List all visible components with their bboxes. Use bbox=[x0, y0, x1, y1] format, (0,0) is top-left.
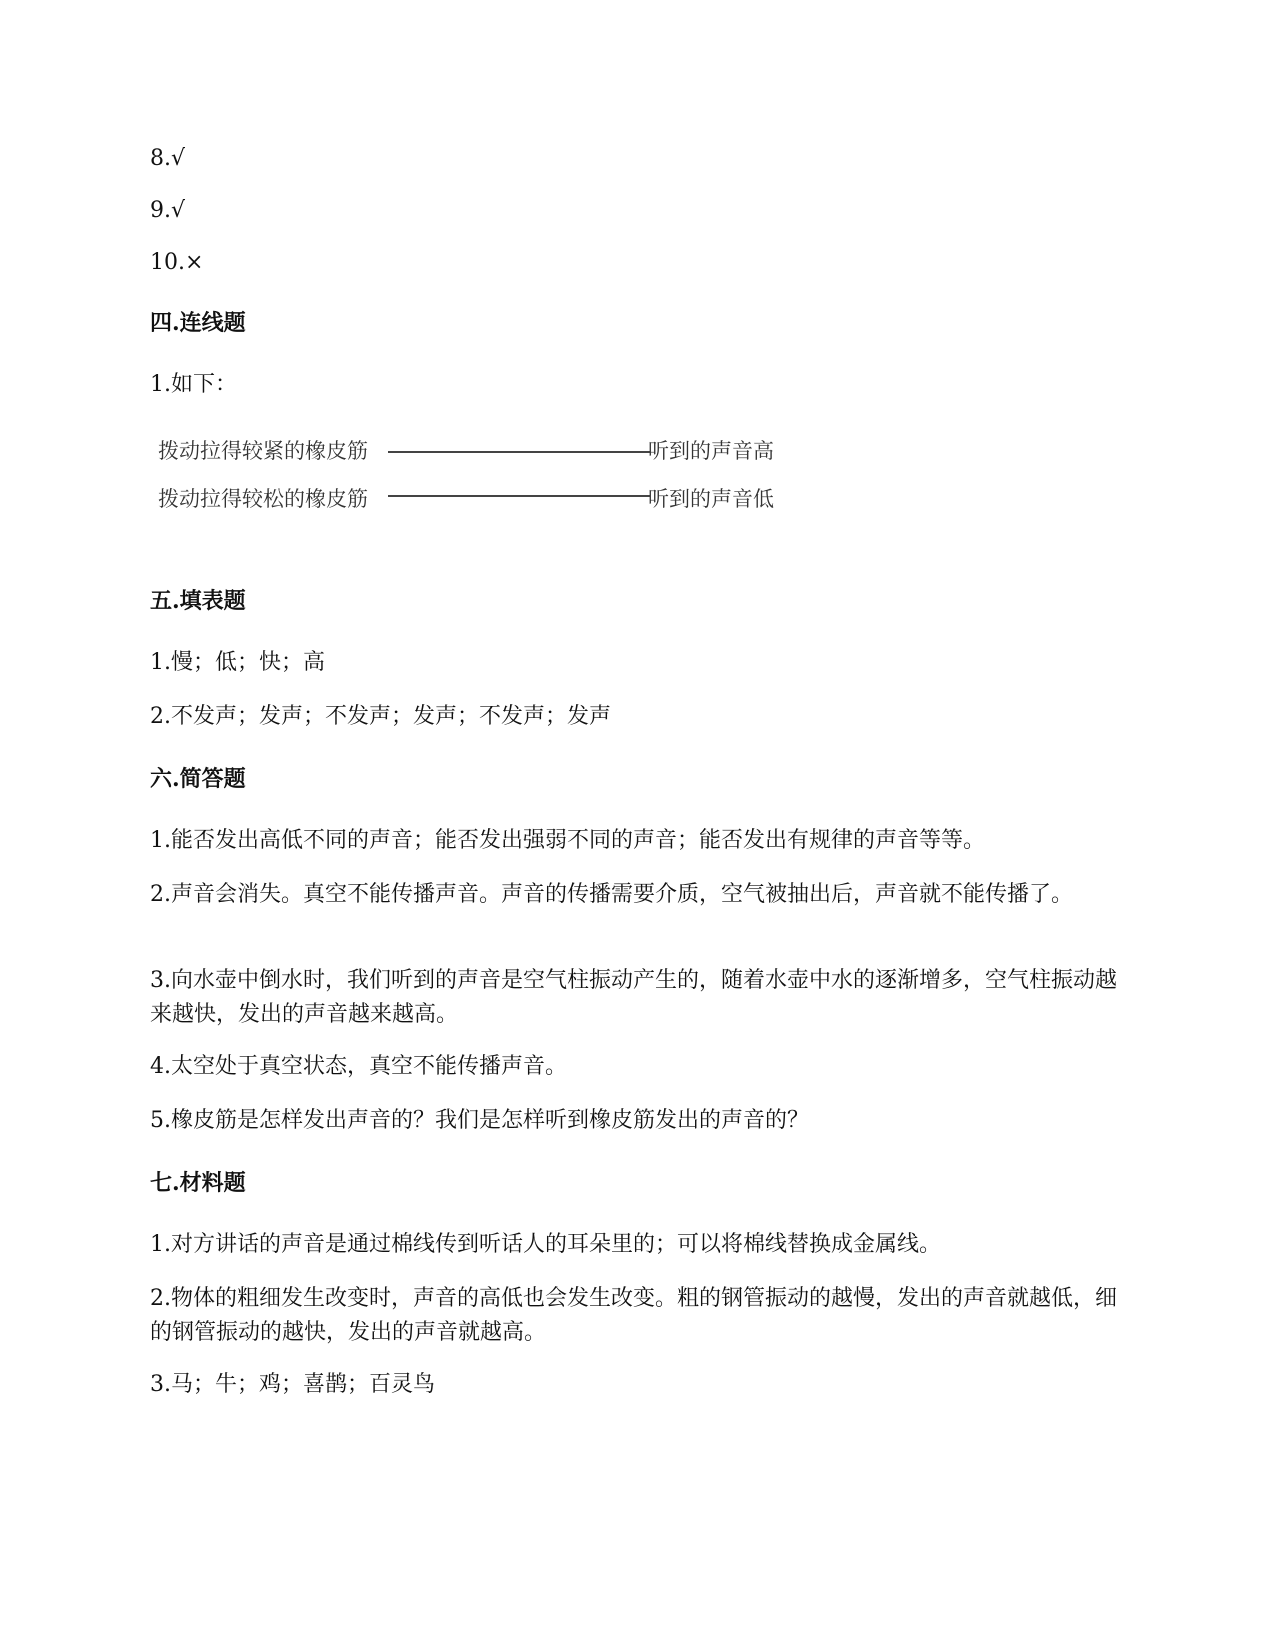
short-answer-item-1: 1.能否发出高低不同的声音；能否发出强弱不同的声音；能否发出有规律的声音等等。 bbox=[150, 828, 985, 853]
answer-9: 9.√ bbox=[150, 198, 186, 223]
section-heading-fill-table: 五.填表题 bbox=[150, 588, 246, 614]
matching-right-2: 听到的声音低 bbox=[648, 487, 774, 511]
fill-table-item-1: 1.慢；低；快；高 bbox=[150, 650, 325, 675]
material-item-1: 1.对方讲话的声音是通过棉线传到听话人的耳朵里的；可以将棉线替换成金属线。 bbox=[150, 1232, 941, 1257]
matching-line-2 bbox=[388, 495, 650, 497]
matching-left-1: 拨动拉得较紧的橡皮筋 bbox=[158, 439, 368, 463]
section-heading-material: 七.材料题 bbox=[150, 1170, 246, 1196]
material-item-3: 3.马；牛；鸡；喜鹊；百灵鸟 bbox=[150, 1372, 435, 1397]
short-answer-item-3: 3.向水壶中倒水时，我们听到的声音是空气柱振动产生的，随着水壶中水的逐渐增多，空气柱振动越来越快，发出的声音越来越高。 bbox=[150, 968, 1117, 1027]
answer-8: 8.√ bbox=[150, 146, 186, 171]
short-answer-item-2: 2.声音会消失。真空不能传播声音。声音的传播需要介质，空气被抽出后，声音就不能传播了。 bbox=[150, 882, 1073, 907]
section-heading-short-answer: 六.简答题 bbox=[150, 766, 246, 792]
matching-line-1 bbox=[388, 451, 650, 453]
matching-item-1: 1.如下： bbox=[150, 372, 237, 397]
material-item-2: 2.物体的粗细发生改变时，声音的高低也会发生改变。粗的钢管振动的越慢，发出的声音就越低，细的钢管振动的越快，发出的声音就越高。 bbox=[150, 1286, 1117, 1345]
short-answer-item-4: 4.太空处于真空状态，真空不能传播声音。 bbox=[150, 1054, 567, 1079]
fill-table-item-2: 2.不发声；发声；不发声；发声；不发声；发声 bbox=[150, 704, 611, 729]
matching-left-2: 拨动拉得较松的橡皮筋 bbox=[158, 487, 368, 511]
answer-10: 10.× bbox=[150, 250, 204, 275]
section-heading-matching: 四.连线题 bbox=[150, 310, 246, 336]
short-answer-item-5: 5.橡皮筋是怎样发出声音的？我们是怎样听到橡皮筋发出的声音的？ bbox=[150, 1108, 809, 1133]
matching-diagram bbox=[158, 439, 818, 538]
matching-right-1: 听到的声音高 bbox=[648, 439, 774, 463]
